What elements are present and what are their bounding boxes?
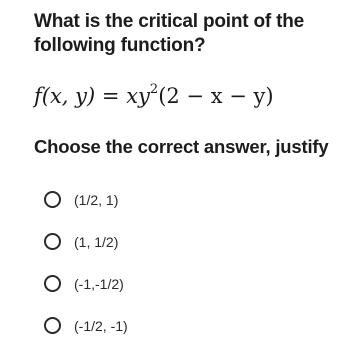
function-formula: [34, 84, 274, 108]
radio-button-icon[interactable]: [44, 275, 61, 292]
answer-option-label: (-1/2, -1): [74, 317, 128, 334]
answer-option-label: (1, 1/2): [74, 233, 119, 250]
answer-options: [44, 188, 128, 356]
question-text: What is the critical point of the following function?: [34, 11, 304, 56]
answer-option-label: (1/2, 1): [74, 191, 119, 208]
answer-option-1[interactable]: [44, 188, 128, 211]
radio-button-icon[interactable]: [44, 317, 61, 334]
formula-exponent: 2: [149, 82, 159, 97]
formula-lhs: f(x, y) =: [34, 84, 120, 108]
radio-button-icon[interactable]: [44, 191, 61, 208]
formula-rhs-factor: (2 − x − y): [158, 84, 274, 108]
answer-option-4[interactable]: [44, 314, 128, 337]
answer-option-label: (-1,-1/2): [74, 275, 124, 292]
formula-rhs-term: xy: [126, 84, 150, 108]
answer-option-3[interactable]: [44, 272, 128, 295]
instruction-text: Choose the correct answer, justify: [34, 136, 329, 157]
radio-button-icon[interactable]: [44, 233, 61, 250]
answer-option-2[interactable]: [44, 230, 128, 253]
